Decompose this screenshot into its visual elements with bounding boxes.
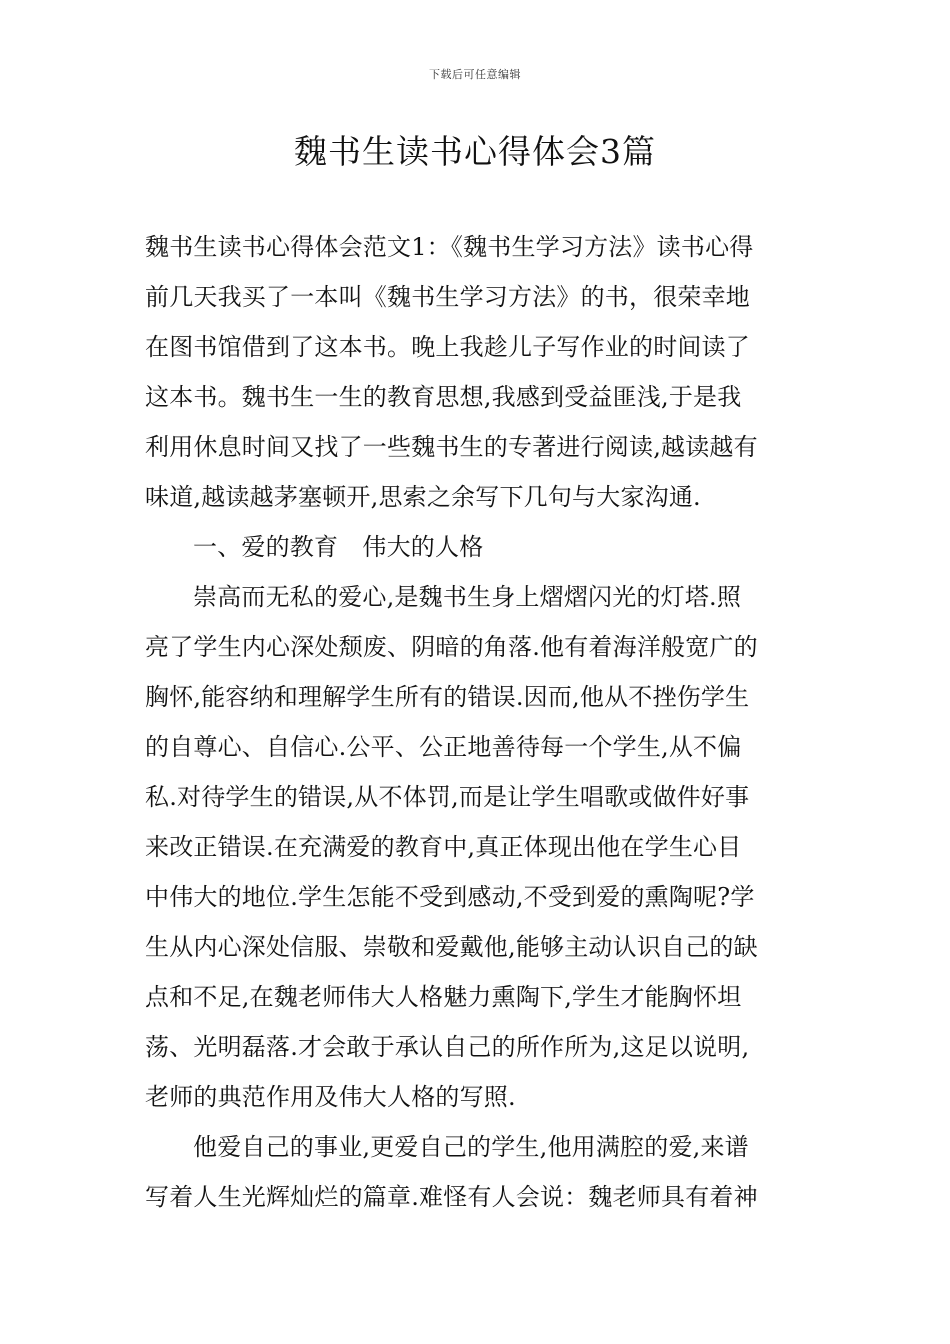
body-line: 利用休息时间又找了一些魏书生的专著进行阅读,越读越有 xyxy=(145,433,758,461)
body-line: 在图书馆借到了这本书。晚上我趁儿子写作业的时间读了 xyxy=(145,333,750,361)
body-line: 荡、光明磊落.才会敢于承认自己的所作所为,这足以说明, xyxy=(145,1033,750,1061)
body-line: 他爱自己的事业,更爱自己的学生,他用满腔的爱,来谱 xyxy=(193,1133,749,1161)
body-line: 生从内心深处信服、崇敬和爱戴他,能够主动认识自己的缺 xyxy=(145,933,758,961)
body-line: 点和不足,在魏老师伟大人格魅力熏陶下,学生才能胸怀坦 xyxy=(145,983,742,1011)
header-note: 下载后可任意编辑 xyxy=(429,68,521,81)
body-line: 胸怀,能容纳和理解学生所有的错误.因而,他从不挫伤学生 xyxy=(145,683,750,711)
body-line: 老师的典范作用及伟大人格的写照. xyxy=(145,1083,516,1111)
body-line: 前几天我买了一本叫《魏书生学习方法》的书，很荣幸地 xyxy=(145,283,750,311)
section-heading: 一、爱的教育 伟大的人格 xyxy=(193,533,484,561)
body-line: 写着人生光辉灿烂的篇章.难怪有人会说：魏老师具有着神 xyxy=(145,1183,758,1211)
document-body xyxy=(145,222,809,1222)
body-line: 魏书生读书心得体会范文1：《魏书生学习方法》读书心得 xyxy=(145,233,754,261)
body-line: 中伟大的地位.学生怎能不受到感动,不受到爱的熏陶呢?学 xyxy=(145,883,755,911)
body-line: 亮了学生内心深处颓废、阴暗的角落.他有着海洋般宽广的 xyxy=(145,633,758,661)
body-line: 味道,越读越茅塞顿开,思索之余写下几句与大家沟通. xyxy=(145,483,701,511)
body-line: 这本书。魏书生一生的教育思想,我感到受益匪浅,于是我 xyxy=(145,383,742,411)
body-line: 的自尊心、自信心.公平、公正地善待每一个学生,从不偏 xyxy=(145,733,742,761)
body-line: 私.对待学生的错误,从不体罚,而是让学生唱歌或做件好事 xyxy=(145,783,750,811)
body-line: 来改正错误.在充满爱的教育中,真正体现出他在学生心目 xyxy=(145,833,742,861)
document-title: 魏书生读书心得体会3篇 xyxy=(294,132,656,171)
body-line: 崇高而无私的爱心,是魏书生身上熠熠闪光的灯塔.照 xyxy=(193,583,742,611)
